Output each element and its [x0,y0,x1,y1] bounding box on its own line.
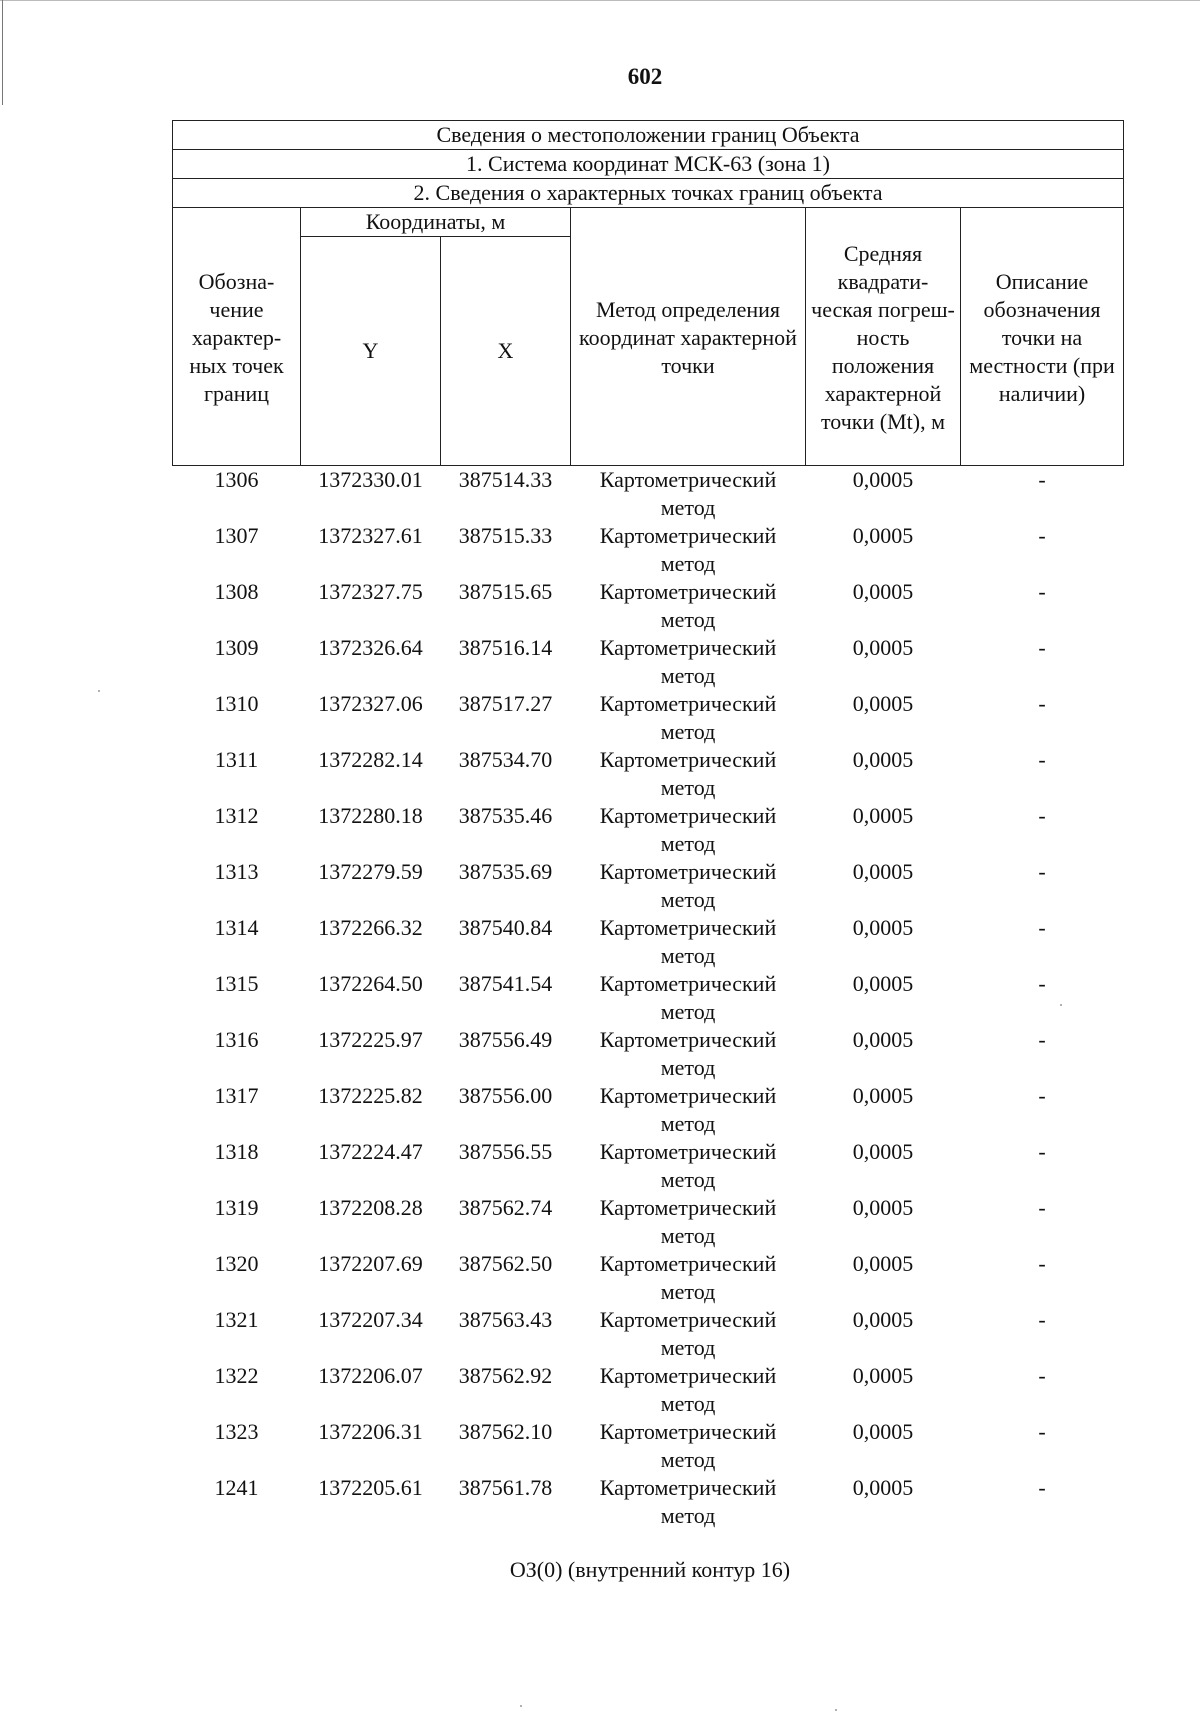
cell-description: - [1038,915,1046,940]
cell-point-id: 1315 [214,971,259,996]
cell-point-id: 1322 [214,1363,259,1388]
cell-y: 1372279.59 [318,859,423,884]
cell-method: Картометрический метод [599,803,777,856]
cell-description: - [1038,691,1046,716]
table-row [173,802,1124,858]
header-designation: Обозна-чение характер-ных точек границ [173,208,301,466]
cell-mt: 0,0005 [852,523,914,548]
cell-y: 1372330.01 [318,467,423,492]
cell-method: Картометрический метод [599,1307,777,1360]
cell-mt: 0,0005 [852,1419,914,1444]
table-row [173,1138,1124,1194]
cell-y: 1372207.69 [318,1251,423,1276]
cell-x: 387562.74 [458,1195,553,1220]
cell-description: - [1038,1307,1046,1332]
cell-x: 387562.10 [458,1419,553,1444]
table-row [173,634,1124,690]
cell-mt: 0,0005 [852,1307,914,1332]
table-row [173,1474,1124,1530]
cell-y: 1372206.31 [318,1419,423,1444]
cell-point-id: 1311 [214,747,259,772]
cell-point-id: 1309 [214,635,259,660]
table-title-row-3: 2. Сведения о характерных точках границ объекта [173,179,1124,208]
table-row [173,970,1124,1026]
cell-y: 1372264.50 [318,971,423,996]
cell-description: - [1038,1027,1046,1052]
cell-y: 1372208.28 [318,1195,423,1220]
cell-x: 387556.55 [458,1139,553,1164]
table-row [173,1362,1124,1418]
cell-point-id: 1313 [214,859,259,884]
page-number: 602 [627,64,663,89]
cell-x: 387515.65 [458,579,553,604]
cell-mt: 0,0005 [852,1363,914,1388]
cell-y: 1372224.47 [318,1139,423,1164]
cell-x: 387515.33 [458,523,553,548]
header-method: Метод определения координат характерной точки [571,208,806,466]
contour-caption: ОЗ(0) (внутренний контур 16) [509,1557,791,1582]
scan-speck [835,1709,837,1711]
cell-mt: 0,0005 [852,971,914,996]
cell-point-id: 1306 [214,467,259,492]
cell-description: - [1038,1363,1046,1388]
cell-method: Картометрический метод [599,1139,777,1192]
cell-x: 387517.27 [458,691,553,716]
header-rmse: Средняя квадрати-ческая погреш-ность положения характерной точки (Mt), м [806,208,961,466]
table-row [173,1194,1124,1250]
table-row [173,1306,1124,1362]
cell-mt: 0,0005 [852,915,914,940]
cell-point-id: 1241 [214,1475,259,1500]
cell-description: - [1038,1475,1046,1500]
cell-method: Картометрический метод [599,691,777,744]
boundary-points-table [172,120,1124,1530]
cell-y: 1372327.61 [318,523,423,548]
cell-y: 1372326.64 [318,635,423,660]
cell-method: Картометрический метод [599,1419,777,1472]
cell-point-id: 1314 [214,915,259,940]
cell-mt: 0,0005 [852,1475,914,1500]
scan-speck [98,690,100,692]
cell-method: Картометрический метод [599,1083,777,1136]
cell-mt: 0,0005 [852,1027,914,1052]
cell-point-id: 1310 [214,691,259,716]
table-row [173,858,1124,914]
cell-x: 387535.69 [458,859,553,884]
cell-x: 387534.70 [458,747,553,772]
table-body [173,466,1124,1531]
cell-point-id: 1308 [214,579,259,604]
cell-method: Картометрический метод [599,467,777,520]
header-description: Описание обозначения точки на местности (при наличии) [961,208,1124,466]
cell-method: Картометрический метод [599,1363,777,1416]
cell-x: 387535.46 [458,803,553,828]
cell-point-id: 1320 [214,1251,259,1276]
cell-point-id: 1319 [214,1195,259,1220]
cell-method: Картометрический метод [599,915,777,968]
table-row [173,522,1124,578]
cell-x: 387514.33 [458,467,553,492]
cell-y: 1372207.34 [318,1307,423,1332]
cell-method: Картометрический метод [599,1195,777,1248]
cell-method: Картометрический метод [599,1027,777,1080]
scan-speck [520,1705,522,1707]
cell-description: - [1038,1251,1046,1276]
table-title-row-2: 1. Система координат МСК-63 (зона 1) [173,150,1124,179]
table-row [173,746,1124,802]
table-header [173,121,1124,466]
cell-x: 387562.92 [458,1363,553,1388]
scan-top-edge [0,0,1200,1]
cell-method: Картометрический метод [599,859,777,912]
cell-y: 1372282.14 [318,747,423,772]
table-title-row-1: Сведения о местоположении границ Объекта [173,121,1124,150]
cell-point-id: 1321 [214,1307,259,1332]
cell-mt: 0,0005 [852,1083,914,1108]
cell-point-id: 1307 [214,523,259,548]
table-row [173,1418,1124,1474]
table-row [173,1026,1124,1082]
table-row [173,1082,1124,1138]
cell-y: 1372225.97 [318,1027,423,1052]
cell-point-id: 1316 [214,1027,259,1052]
cell-y: 1372225.82 [318,1083,423,1108]
cell-x: 387556.49 [458,1027,553,1052]
cell-method: Картометрический метод [599,1475,777,1528]
cell-description: - [1038,747,1046,772]
cell-x: 387540.84 [458,915,553,940]
cell-description: - [1038,803,1046,828]
cell-x: 387563.43 [458,1307,553,1332]
cell-x: 387516.14 [458,635,553,660]
cell-mt: 0,0005 [852,859,914,884]
cell-mt: 0,0005 [852,1251,914,1276]
cell-x: 387562.50 [458,1251,553,1276]
header-y: Y [301,237,441,466]
cell-y: 1372280.18 [318,803,423,828]
cell-y: 1372266.32 [318,915,423,940]
cell-mt: 0,0005 [852,803,914,828]
cell-method: Картометрический метод [599,635,777,688]
cell-method: Картометрический метод [599,1251,777,1304]
cell-mt: 0,0005 [852,747,914,772]
cell-mt: 0,0005 [852,635,914,660]
cell-description: - [1038,1195,1046,1220]
cell-method: Картометрический метод [599,747,777,800]
cell-description: - [1038,1139,1046,1164]
cell-method: Картометрический метод [599,579,777,632]
cell-method: Картометрический метод [599,971,777,1024]
cell-description: - [1038,971,1046,996]
cell-mt: 0,0005 [852,579,914,604]
cell-point-id: 1318 [214,1139,259,1164]
cell-y: 1372327.75 [318,579,423,604]
cell-x: 387561.78 [458,1475,553,1500]
cell-point-id: 1312 [214,803,259,828]
cell-description: - [1038,1083,1046,1108]
cell-point-id: 1323 [214,1419,259,1444]
cell-x: 387556.00 [458,1083,553,1108]
cell-description: - [1038,635,1046,660]
cell-y: 1372327.06 [318,691,423,716]
table-row [173,578,1124,634]
table-row [173,466,1124,523]
cell-point-id: 1317 [214,1083,259,1108]
cell-method: Картометрический метод [599,523,777,576]
cell-description: - [1038,1419,1046,1444]
table-row [173,914,1124,970]
cell-y: 1372205.61 [318,1475,423,1500]
cell-mt: 0,0005 [852,1139,914,1164]
cell-y: 1372206.07 [318,1363,423,1388]
scan-speck [1060,1004,1062,1006]
cell-description: - [1038,523,1046,548]
cell-mt: 0,0005 [852,1195,914,1220]
cell-x: 387541.54 [458,971,553,996]
cell-description: - [1038,579,1046,604]
cell-mt: 0,0005 [852,691,914,716]
header-x: X [441,237,571,466]
header-coordinates: Координаты, м [301,208,571,237]
table-row [173,1250,1124,1306]
table-row [173,690,1124,746]
cell-mt: 0,0005 [852,467,914,492]
cell-description: - [1038,859,1046,884]
cell-description: - [1038,467,1046,492]
